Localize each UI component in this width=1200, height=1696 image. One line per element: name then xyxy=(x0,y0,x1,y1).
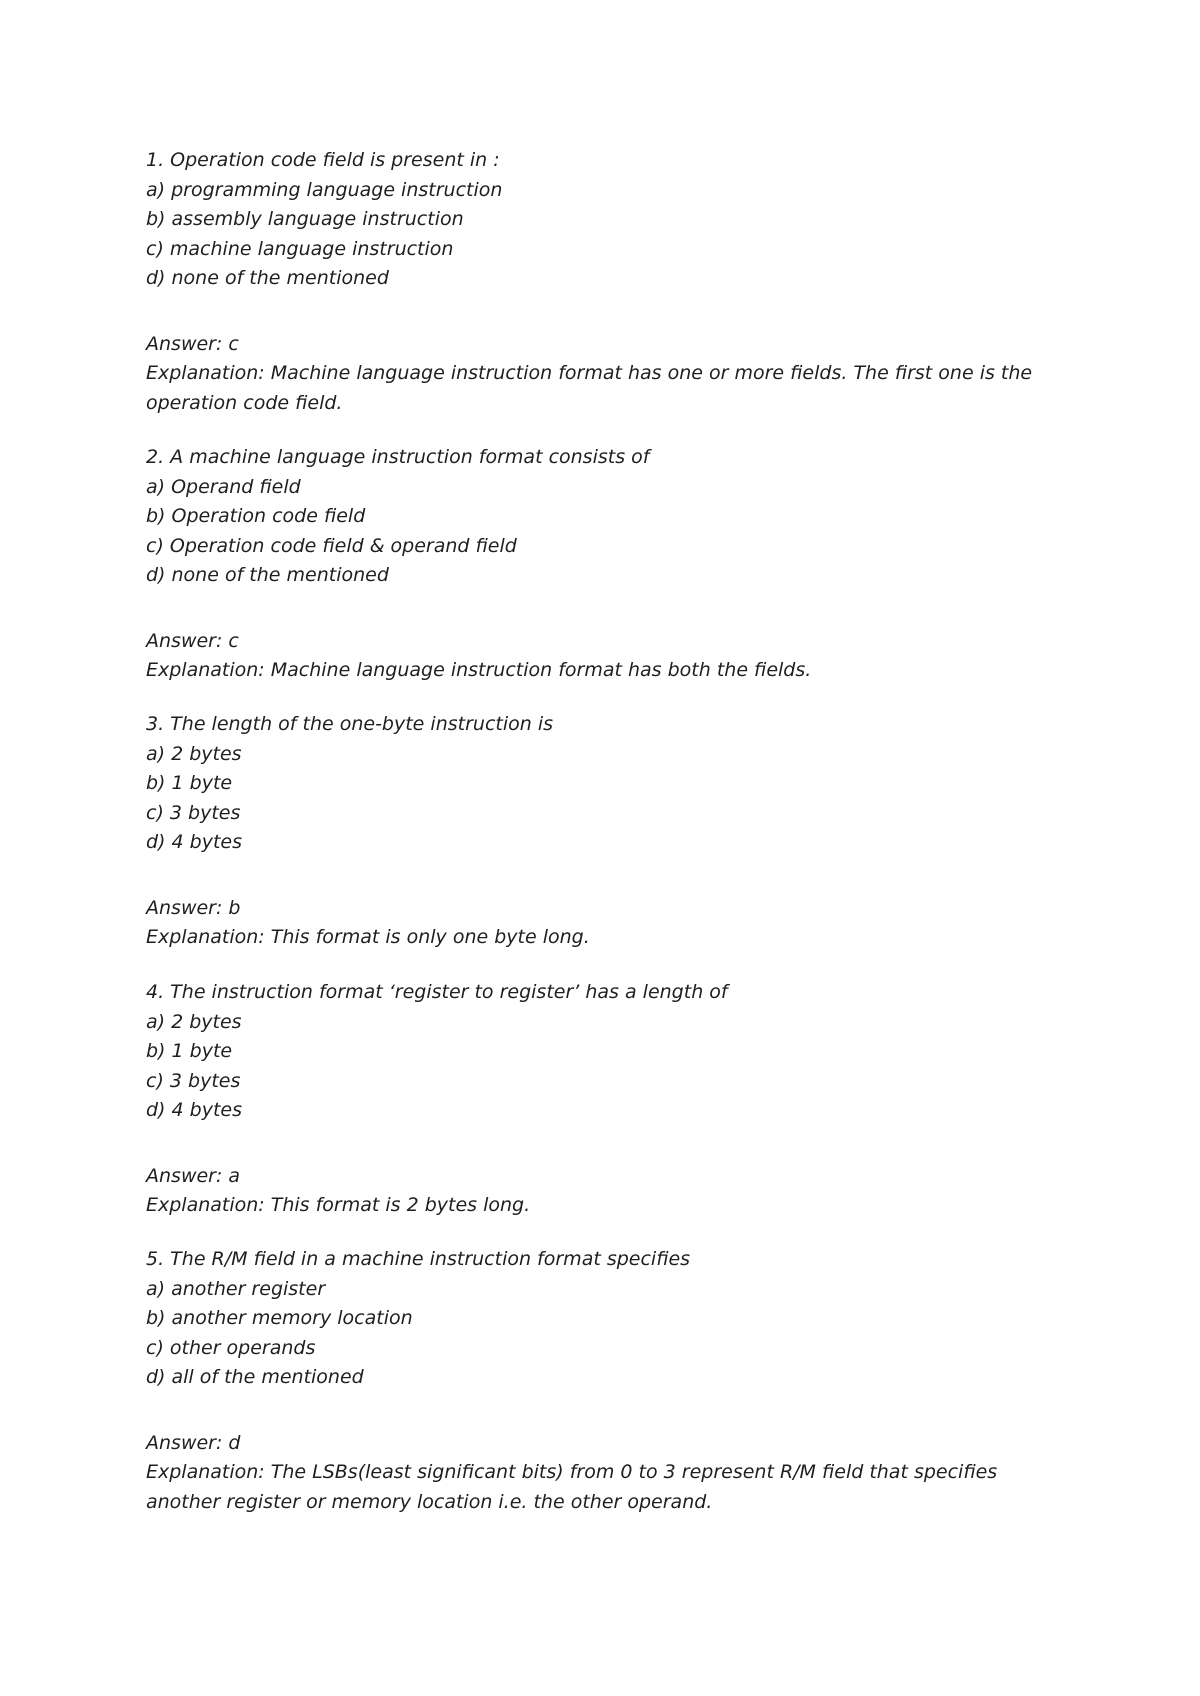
explanation-text: Explanation: The LSBs(least significant bits) from 0 to 3 represent R/M field that specifies another register or memory location i.e. the other operand. xyxy=(146,1461,998,1513)
question-text: 4. The instruction format ‘register to register’ has a length of xyxy=(146,981,728,1003)
option-c: c) 3 bytes xyxy=(146,1069,241,1092)
option-b: b) 1 byte xyxy=(146,772,233,794)
question-text: 2. A machine language instruction format consists of xyxy=(146,446,650,468)
option-d: d) none of the mentioned xyxy=(146,564,389,586)
question-text: 3. The length of the one-byte instruction is xyxy=(146,713,553,735)
answer-text: Answer: b xyxy=(146,896,241,919)
option-a: a) Operand field xyxy=(146,475,301,498)
answer-block xyxy=(146,1162,1046,1221)
option-b: b) assembly language instruction xyxy=(146,208,464,230)
option-a: a) 2 bytes xyxy=(146,742,242,765)
question-block-2 xyxy=(146,443,1046,686)
explanation-text: Explanation: This format is only one byte long. xyxy=(146,926,590,948)
question-block-3 xyxy=(146,710,1046,953)
question-text: 5. The R/M field in a machine instruction format specifies xyxy=(146,1248,691,1270)
option-c: c) Operation code field & operand field xyxy=(146,534,517,557)
question-block-4 xyxy=(146,978,1046,1221)
option-d: d) all of the mentioned xyxy=(146,1366,364,1388)
option-c: c) 3 bytes xyxy=(146,801,241,824)
option-a: a) 2 bytes xyxy=(146,1010,242,1033)
answer-text: Answer: d xyxy=(146,1431,241,1454)
answer-block xyxy=(146,330,1046,419)
question-block-1 xyxy=(146,146,1046,418)
option-a: a) programming language instruction xyxy=(146,178,503,201)
option-c: c) machine language instruction xyxy=(146,237,454,260)
answer-text: Answer: a xyxy=(146,1164,241,1187)
answer-text: Answer: c xyxy=(146,332,239,355)
option-c: c) other operands xyxy=(146,1336,316,1359)
option-d: d) 4 bytes xyxy=(146,831,242,853)
option-a: a) another register xyxy=(146,1277,326,1300)
option-d: d) 4 bytes xyxy=(146,1099,242,1121)
answer-block xyxy=(146,1429,1046,1518)
answer-block xyxy=(146,894,1046,953)
option-b: b) 1 byte xyxy=(146,1040,233,1062)
explanation-text: Explanation: Machine language instruction format has both the fields. xyxy=(146,659,812,681)
option-d: d) none of the mentioned xyxy=(146,267,389,289)
option-b: b) Operation code field xyxy=(146,505,366,527)
question-text: 1. Operation code field is present in : xyxy=(146,149,500,171)
explanation-text: Explanation: This format is 2 bytes long. xyxy=(146,1194,531,1216)
explanation-text: Explanation: Machine language instruction format has one or more fields. The first one is the operation code field. xyxy=(146,362,1033,414)
question-block-5 xyxy=(146,1245,1046,1517)
option-b: b) another memory location xyxy=(146,1307,413,1329)
answer-text: Answer: c xyxy=(146,629,239,652)
answer-block xyxy=(146,627,1046,686)
